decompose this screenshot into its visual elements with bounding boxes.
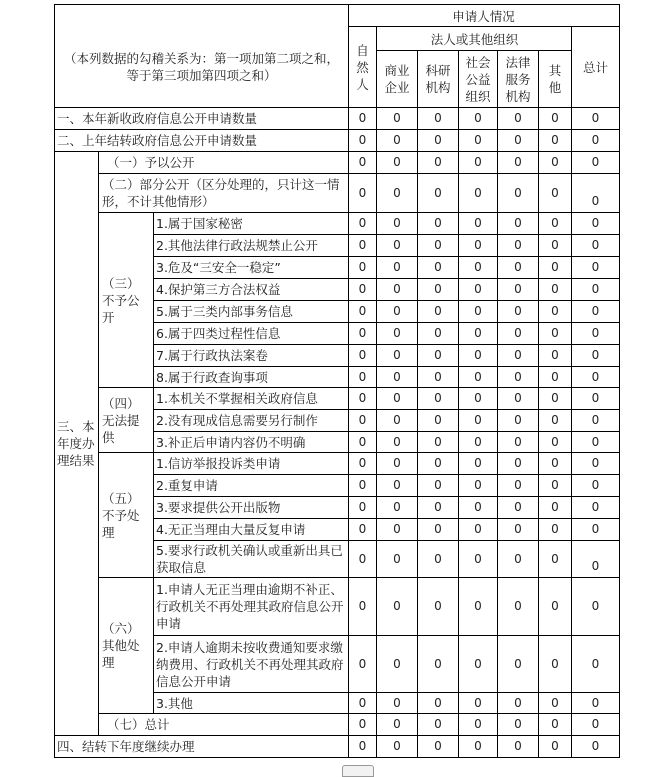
item-internal-affairs: 5.属于三类内部事务信息 xyxy=(156,304,293,319)
header-total: 总计 xyxy=(582,59,608,75)
value-cell-g3-7-col2: 0 xyxy=(393,348,401,362)
value-cell-g5-2-col1: 0 xyxy=(358,478,367,492)
value-cell-g5-4-col4: 0 xyxy=(474,522,482,536)
value-cell-g6-2-col7: 0 xyxy=(591,656,600,671)
item-overdue-correction: 1.申请人无正当理由逾期不补正、行政机关不再处理其政府信息公开申请 xyxy=(156,582,344,631)
value-cell-g3-3-col2: 0 xyxy=(393,260,401,274)
value-cell-g5-5-col2: 0 xyxy=(393,551,401,566)
item-other: 3.其他 xyxy=(156,695,193,711)
value-cell-g3-6-col5: 0 xyxy=(514,326,522,340)
value-cell-g6-2-col4: 0 xyxy=(474,656,482,671)
value-cell-g4-3-col7: 0 xyxy=(591,434,600,449)
value-cell-g1-col6: 0 xyxy=(551,155,559,169)
header-applicant-situation: 申请人情况 xyxy=(452,8,515,24)
value-cell-g5-1-col6: 0 xyxy=(551,456,559,470)
value-cell-s1-col3: 0 xyxy=(434,111,442,125)
value-cell-g7-col1: 0 xyxy=(358,717,367,731)
value-cell-g6-1-col4: 0 xyxy=(474,599,482,613)
value-cell-g1-col4: 0 xyxy=(474,155,482,169)
value-cell-g4-3-col2: 0 xyxy=(393,434,401,449)
header-note: （本列数据的勾稽关系为：第一项加第二项之和，等于第三项加第四项之和） xyxy=(63,51,339,83)
value-cell-s1-col2: 0 xyxy=(393,111,401,125)
item-duplicate: 2.重复申请 xyxy=(156,478,218,493)
value-cell-g6-2-col2: 0 xyxy=(393,656,401,671)
value-cell-g3-1-col4: 0 xyxy=(474,216,482,230)
value-cell-g3-4-col5: 0 xyxy=(514,282,522,296)
group-other-handling: （六）其他处理 xyxy=(102,621,140,670)
value-cell-g7-col2: 0 xyxy=(393,717,401,731)
value-cell-g5-3-col6: 0 xyxy=(551,500,559,514)
item-prohibited-by-law: 2.其他法律行政法规禁止公开 xyxy=(156,238,318,253)
item-repeated-requests: 4.无正当理由大量反复申请 xyxy=(156,522,306,537)
item-third-party-rights: 4.保护第三方合法权益 xyxy=(156,282,281,297)
value-cell-g5-4-col2: 0 xyxy=(393,522,401,536)
value-cell-g5-5-col6: 0 xyxy=(551,551,559,566)
value-cell-g2-col2: 0 xyxy=(393,185,401,200)
value-cell-g3-1-col7: 0 xyxy=(591,216,600,230)
value-cell-g5-3-col7: 0 xyxy=(591,500,600,514)
value-cell-g5-5-col4: 0 xyxy=(474,551,482,566)
value-cell-g4-2-col6: 0 xyxy=(551,413,559,427)
value-cell-g6-3-col2: 0 xyxy=(393,695,401,710)
value-cell-g2-col1: 0 xyxy=(358,185,367,200)
value-cell-g4-1-col6: 0 xyxy=(551,391,559,405)
value-cell-g6-2-col5: 0 xyxy=(514,656,522,671)
value-cell-g6-1-col1: 0 xyxy=(358,599,367,613)
item-process-info: 6.属于四类过程性信息 xyxy=(156,326,281,341)
grid-line xyxy=(54,757,620,758)
group-unable-to-provide: （四）无法提供 xyxy=(102,395,140,445)
value-cell-g4-2-col2: 0 xyxy=(393,413,401,427)
value-cell-g3-6-col7: 0 xyxy=(591,326,600,340)
value-cell-s2-col3: 0 xyxy=(434,133,442,147)
value-cell-g6-3-col3: 0 xyxy=(434,695,442,710)
value-cell-g1-col2: 0 xyxy=(393,155,401,169)
header-research-institution: 科研机构 xyxy=(425,63,451,95)
value-cell-g5-5-col1: 0 xyxy=(358,551,367,566)
item-not-held: 1.本机关不掌握相关政府信息 xyxy=(156,391,318,406)
header-legal-service-institution: 法律服务机构 xyxy=(505,54,531,104)
value-cell-s2-col5: 0 xyxy=(514,133,522,147)
value-cell-g5-5-col3: 0 xyxy=(434,551,442,566)
group-not-processed: （五）不予处理 xyxy=(102,490,140,540)
value-cell-g5-2-col7: 0 xyxy=(591,478,600,492)
value-cell-g3-4-col2: 0 xyxy=(393,282,401,296)
value-cell-g3-1-col6: 0 xyxy=(551,216,559,230)
item-enforcement-files: 7.属于行政执法案卷 xyxy=(156,348,268,363)
value-cell-g7-col7: 0 xyxy=(591,717,600,731)
value-cell-s4-col2: 0 xyxy=(393,739,401,753)
value-cell-g5-3-col4: 0 xyxy=(474,500,482,514)
value-cell-g3-2-col1: 0 xyxy=(358,238,367,252)
value-cell-g6-2-col3: 0 xyxy=(434,656,442,671)
value-cell-g4-1-col1: 0 xyxy=(358,391,367,405)
value-cell-s4-col7: 0 xyxy=(591,739,600,753)
value-cell-g5-3-col5: 0 xyxy=(514,500,522,514)
value-cell-g1-col1: 0 xyxy=(358,155,367,169)
value-cell-g3-7-col7: 0 xyxy=(591,348,600,362)
value-cell-g2-col6: 0 xyxy=(551,185,559,200)
value-cell-g6-1-col5: 0 xyxy=(514,599,522,613)
value-cell-g4-2-col4: 0 xyxy=(474,413,482,427)
value-cell-s2-col6: 0 xyxy=(551,133,559,147)
value-cell-g3-6-col1: 0 xyxy=(358,326,367,340)
value-cell-g4-3-col4: 0 xyxy=(474,434,482,449)
grid-line xyxy=(619,4,620,758)
section-carried-over-applications: 二、上年结转政府信息公开申请数量 xyxy=(57,133,258,148)
value-cell-s4-col1: 0 xyxy=(358,739,367,753)
value-cell-g3-8-col4: 0 xyxy=(474,369,482,384)
value-cell-g3-7-col3: 0 xyxy=(434,348,442,362)
value-cell-g3-2-col5: 0 xyxy=(514,238,522,252)
value-cell-g3-8-col1: 0 xyxy=(358,369,367,384)
value-cell-g4-2-col7: 0 xyxy=(591,413,600,427)
value-cell-g6-3-col4: 0 xyxy=(474,695,482,710)
value-cell-g3-6-col2: 0 xyxy=(393,326,401,340)
value-cell-g4-2-col3: 0 xyxy=(434,413,442,427)
value-cell-g3-2-col2: 0 xyxy=(393,238,401,252)
value-cell-g7-col5: 0 xyxy=(514,717,522,731)
value-cell-g3-3-col1: 0 xyxy=(358,260,367,274)
value-cell-g5-1-col7: 0 xyxy=(591,456,600,470)
value-cell-g6-3-col5: 0 xyxy=(514,695,522,710)
value-cell-g3-1-col2: 0 xyxy=(393,216,401,230)
value-cell-g5-1-col5: 0 xyxy=(514,456,522,470)
value-cell-g4-1-col5: 0 xyxy=(514,391,522,405)
value-cell-g5-5-col5: 0 xyxy=(514,551,522,566)
value-cell-g5-4-col1: 0 xyxy=(358,522,367,536)
value-cell-g2-col7: 0 xyxy=(591,194,600,208)
value-cell-g5-1-col2: 0 xyxy=(393,456,401,470)
value-cell-g3-7-col4: 0 xyxy=(474,348,482,362)
value-cell-g3-5-col2: 0 xyxy=(393,304,401,318)
value-cell-g3-5-col6: 0 xyxy=(551,304,559,318)
value-cell-s2-col7: 0 xyxy=(591,133,600,147)
value-cell-g3-5-col5: 0 xyxy=(514,304,522,318)
group-disclosed: （一）予以公开 xyxy=(107,155,195,170)
value-cell-g3-2-col3: 0 xyxy=(434,238,442,252)
value-cell-g3-8-col3: 0 xyxy=(434,369,442,384)
item-query-matters: 8.属于行政查询事项 xyxy=(156,369,268,385)
value-cell-g5-2-col3: 0 xyxy=(434,478,442,492)
value-cell-g3-1-col1: 0 xyxy=(358,216,367,230)
value-cell-g4-3-col3: 0 xyxy=(434,434,442,449)
value-cell-s4-col5: 0 xyxy=(514,739,522,753)
value-cell-s1-col4: 0 xyxy=(474,111,482,125)
value-cell-g3-5-col4: 0 xyxy=(474,304,482,318)
value-cell-g3-6-col3: 0 xyxy=(434,326,442,340)
value-cell-g3-8-col6: 0 xyxy=(551,369,559,384)
value-cell-g5-2-col6: 0 xyxy=(551,478,559,492)
value-cell-g3-6-col6: 0 xyxy=(551,326,559,340)
value-cell-g3-5-col1: 0 xyxy=(358,304,367,318)
value-cell-g2-col4: 0 xyxy=(474,185,482,200)
group-not-disclosed: （三）不予公开 xyxy=(102,275,140,325)
value-cell-g4-3-col5: 0 xyxy=(514,434,522,449)
value-cell-g4-1-col2: 0 xyxy=(393,391,401,405)
value-cell-s4-col4: 0 xyxy=(474,739,482,753)
item-confirm-reissue: 5.要求行政机关确认或重新出具已获取信息 xyxy=(156,543,343,575)
value-cell-g3-5-col7: 0 xyxy=(591,304,600,318)
value-cell-g5-1-col1: 0 xyxy=(358,456,367,470)
section-processing-results: 三、本年度办理结果 xyxy=(57,419,95,468)
value-cell-g4-3-col6: 0 xyxy=(551,434,559,449)
value-cell-g5-4-col7: 0 xyxy=(591,522,600,536)
value-cell-g4-3-col1: 0 xyxy=(358,434,367,449)
value-cell-g3-2-col7: 0 xyxy=(591,238,600,252)
value-cell-g3-7-col6: 0 xyxy=(551,348,559,362)
item-still-unclear: 3.补正后申请内容仍不明确 xyxy=(156,434,306,450)
value-cell-g3-3-col4: 0 xyxy=(474,260,482,274)
value-cell-g6-1-col6: 0 xyxy=(551,599,559,613)
header-social-public-welfare-org: 社会公益组织 xyxy=(465,54,491,104)
value-cell-g6-1-col7: 0 xyxy=(591,599,600,613)
value-cell-s2-col4: 0 xyxy=(474,133,482,147)
value-cell-g3-4-col1: 0 xyxy=(358,282,367,296)
value-cell-g4-1-col7: 0 xyxy=(591,391,600,405)
header-other: 其他 xyxy=(548,63,562,95)
value-cell-g4-2-col5: 0 xyxy=(514,413,522,427)
value-cell-g3-6-col4: 0 xyxy=(474,326,482,340)
value-cell-g4-1-col3: 0 xyxy=(434,391,442,405)
value-cell-g6-2-col6: 0 xyxy=(551,656,559,671)
scroll-tab[interactable] xyxy=(342,765,374,777)
value-cell-g5-2-col2: 0 xyxy=(393,478,401,492)
value-cell-g3-7-col5: 0 xyxy=(514,348,522,362)
value-cell-g5-5-col7: 0 xyxy=(591,559,600,573)
value-cell-g4-1-col4: 0 xyxy=(474,391,482,405)
value-cell-g5-3-col2: 0 xyxy=(393,500,401,514)
value-cell-g3-8-col2: 0 xyxy=(393,369,401,384)
value-cell-g6-2-col1: 0 xyxy=(358,656,367,671)
value-cell-g6-3-col1: 0 xyxy=(358,695,367,710)
item-endangers-security: 3.危及“三安全一稳定” xyxy=(156,260,281,275)
value-cell-s2-col1: 0 xyxy=(358,133,367,147)
value-cell-g2-col5: 0 xyxy=(514,185,522,200)
value-cell-g6-3-col6: 0 xyxy=(551,695,559,710)
value-cell-g3-7-col1: 0 xyxy=(358,348,367,362)
value-cell-g5-4-col5: 0 xyxy=(514,522,522,536)
item-state-secret: 1.属于国家秘密 xyxy=(156,216,243,231)
value-cell-g5-2-col5: 0 xyxy=(514,478,522,492)
group-total: （七）总计 xyxy=(107,717,170,732)
value-cell-s4-col6: 0 xyxy=(551,739,559,753)
value-cell-g7-col4: 0 xyxy=(474,717,482,731)
value-cell-g5-4-col3: 0 xyxy=(434,522,442,536)
group-partially-disclosed: （二）部分公开（区分处理的，只计这一情形，不计其他情形） xyxy=(102,177,340,209)
value-cell-s1-col1: 0 xyxy=(358,111,367,125)
value-cell-g5-1-col3: 0 xyxy=(434,456,442,470)
item-needs-new-production: 2.没有现成信息需要另行制作 xyxy=(156,413,318,428)
value-cell-g3-8-col5: 0 xyxy=(514,369,522,384)
value-cell-g3-3-col6: 0 xyxy=(551,260,559,274)
value-cell-g3-2-col6: 0 xyxy=(551,238,559,252)
value-cell-g5-3-col3: 0 xyxy=(434,500,442,514)
item-overdue-fees: 2.申请人逾期未按收费通知要求缴纳费用、行政机关不再处理其政府信息公开申请 xyxy=(156,639,344,689)
item-petition-complaint: 1.信访举报投诉类申请 xyxy=(156,456,281,471)
value-cell-g3-5-col3: 0 xyxy=(434,304,442,318)
value-cell-s1-col7: 0 xyxy=(591,111,600,125)
header-legal-or-other-org: 法人或其他组织 xyxy=(430,31,519,47)
header-natural-person: 自然人 xyxy=(356,42,369,92)
value-cell-g3-4-col4: 0 xyxy=(474,282,482,296)
value-cell-s1-col5: 0 xyxy=(514,111,522,125)
value-cell-g3-4-col3: 0 xyxy=(434,282,442,296)
value-cell-g3-3-col3: 0 xyxy=(434,260,442,274)
value-cell-s1-col6: 0 xyxy=(551,111,559,125)
value-cell-g4-2-col1: 0 xyxy=(358,413,367,427)
value-cell-g6-1-col2: 0 xyxy=(393,599,401,613)
value-cell-s4-col3: 0 xyxy=(434,739,442,753)
value-cell-g1-col5: 0 xyxy=(514,155,522,169)
value-cell-g7-col3: 0 xyxy=(434,717,442,731)
value-cell-g1-col7: 0 xyxy=(591,155,600,169)
value-cell-s2-col2: 0 xyxy=(393,133,401,147)
value-cell-g3-4-col6: 0 xyxy=(551,282,559,296)
value-cell-g5-3-col1: 0 xyxy=(358,500,367,514)
value-cell-g1-col3: 0 xyxy=(434,155,442,169)
section-new-applications: 一、本年新收政府信息公开申请数量 xyxy=(57,111,258,126)
value-cell-g3-1-col5: 0 xyxy=(514,216,522,230)
value-cell-g2-col3: 0 xyxy=(434,185,442,200)
item-publications: 3.要求提供公开出版物 xyxy=(156,500,281,515)
value-cell-g3-3-col7: 0 xyxy=(591,260,600,274)
value-cell-g3-8-col7: 0 xyxy=(591,369,600,384)
value-cell-g5-1-col4: 0 xyxy=(474,456,482,470)
value-cell-g3-1-col3: 0 xyxy=(434,216,442,230)
value-cell-g3-2-col4: 0 xyxy=(474,238,482,252)
value-cell-g3-3-col5: 0 xyxy=(514,260,522,274)
value-cell-g6-1-col3: 0 xyxy=(434,599,442,613)
value-cell-g3-4-col7: 0 xyxy=(591,282,600,296)
value-cell-g5-4-col6: 0 xyxy=(551,522,559,536)
header-commercial-enterprise: 商业企业 xyxy=(384,63,410,95)
value-cell-g6-3-col7: 0 xyxy=(591,695,600,710)
value-cell-g5-2-col4: 0 xyxy=(474,478,482,492)
value-cell-g7-col6: 0 xyxy=(551,717,559,731)
section-carry-to-next-year: 四、结转下年度继续办理 xyxy=(57,739,195,754)
